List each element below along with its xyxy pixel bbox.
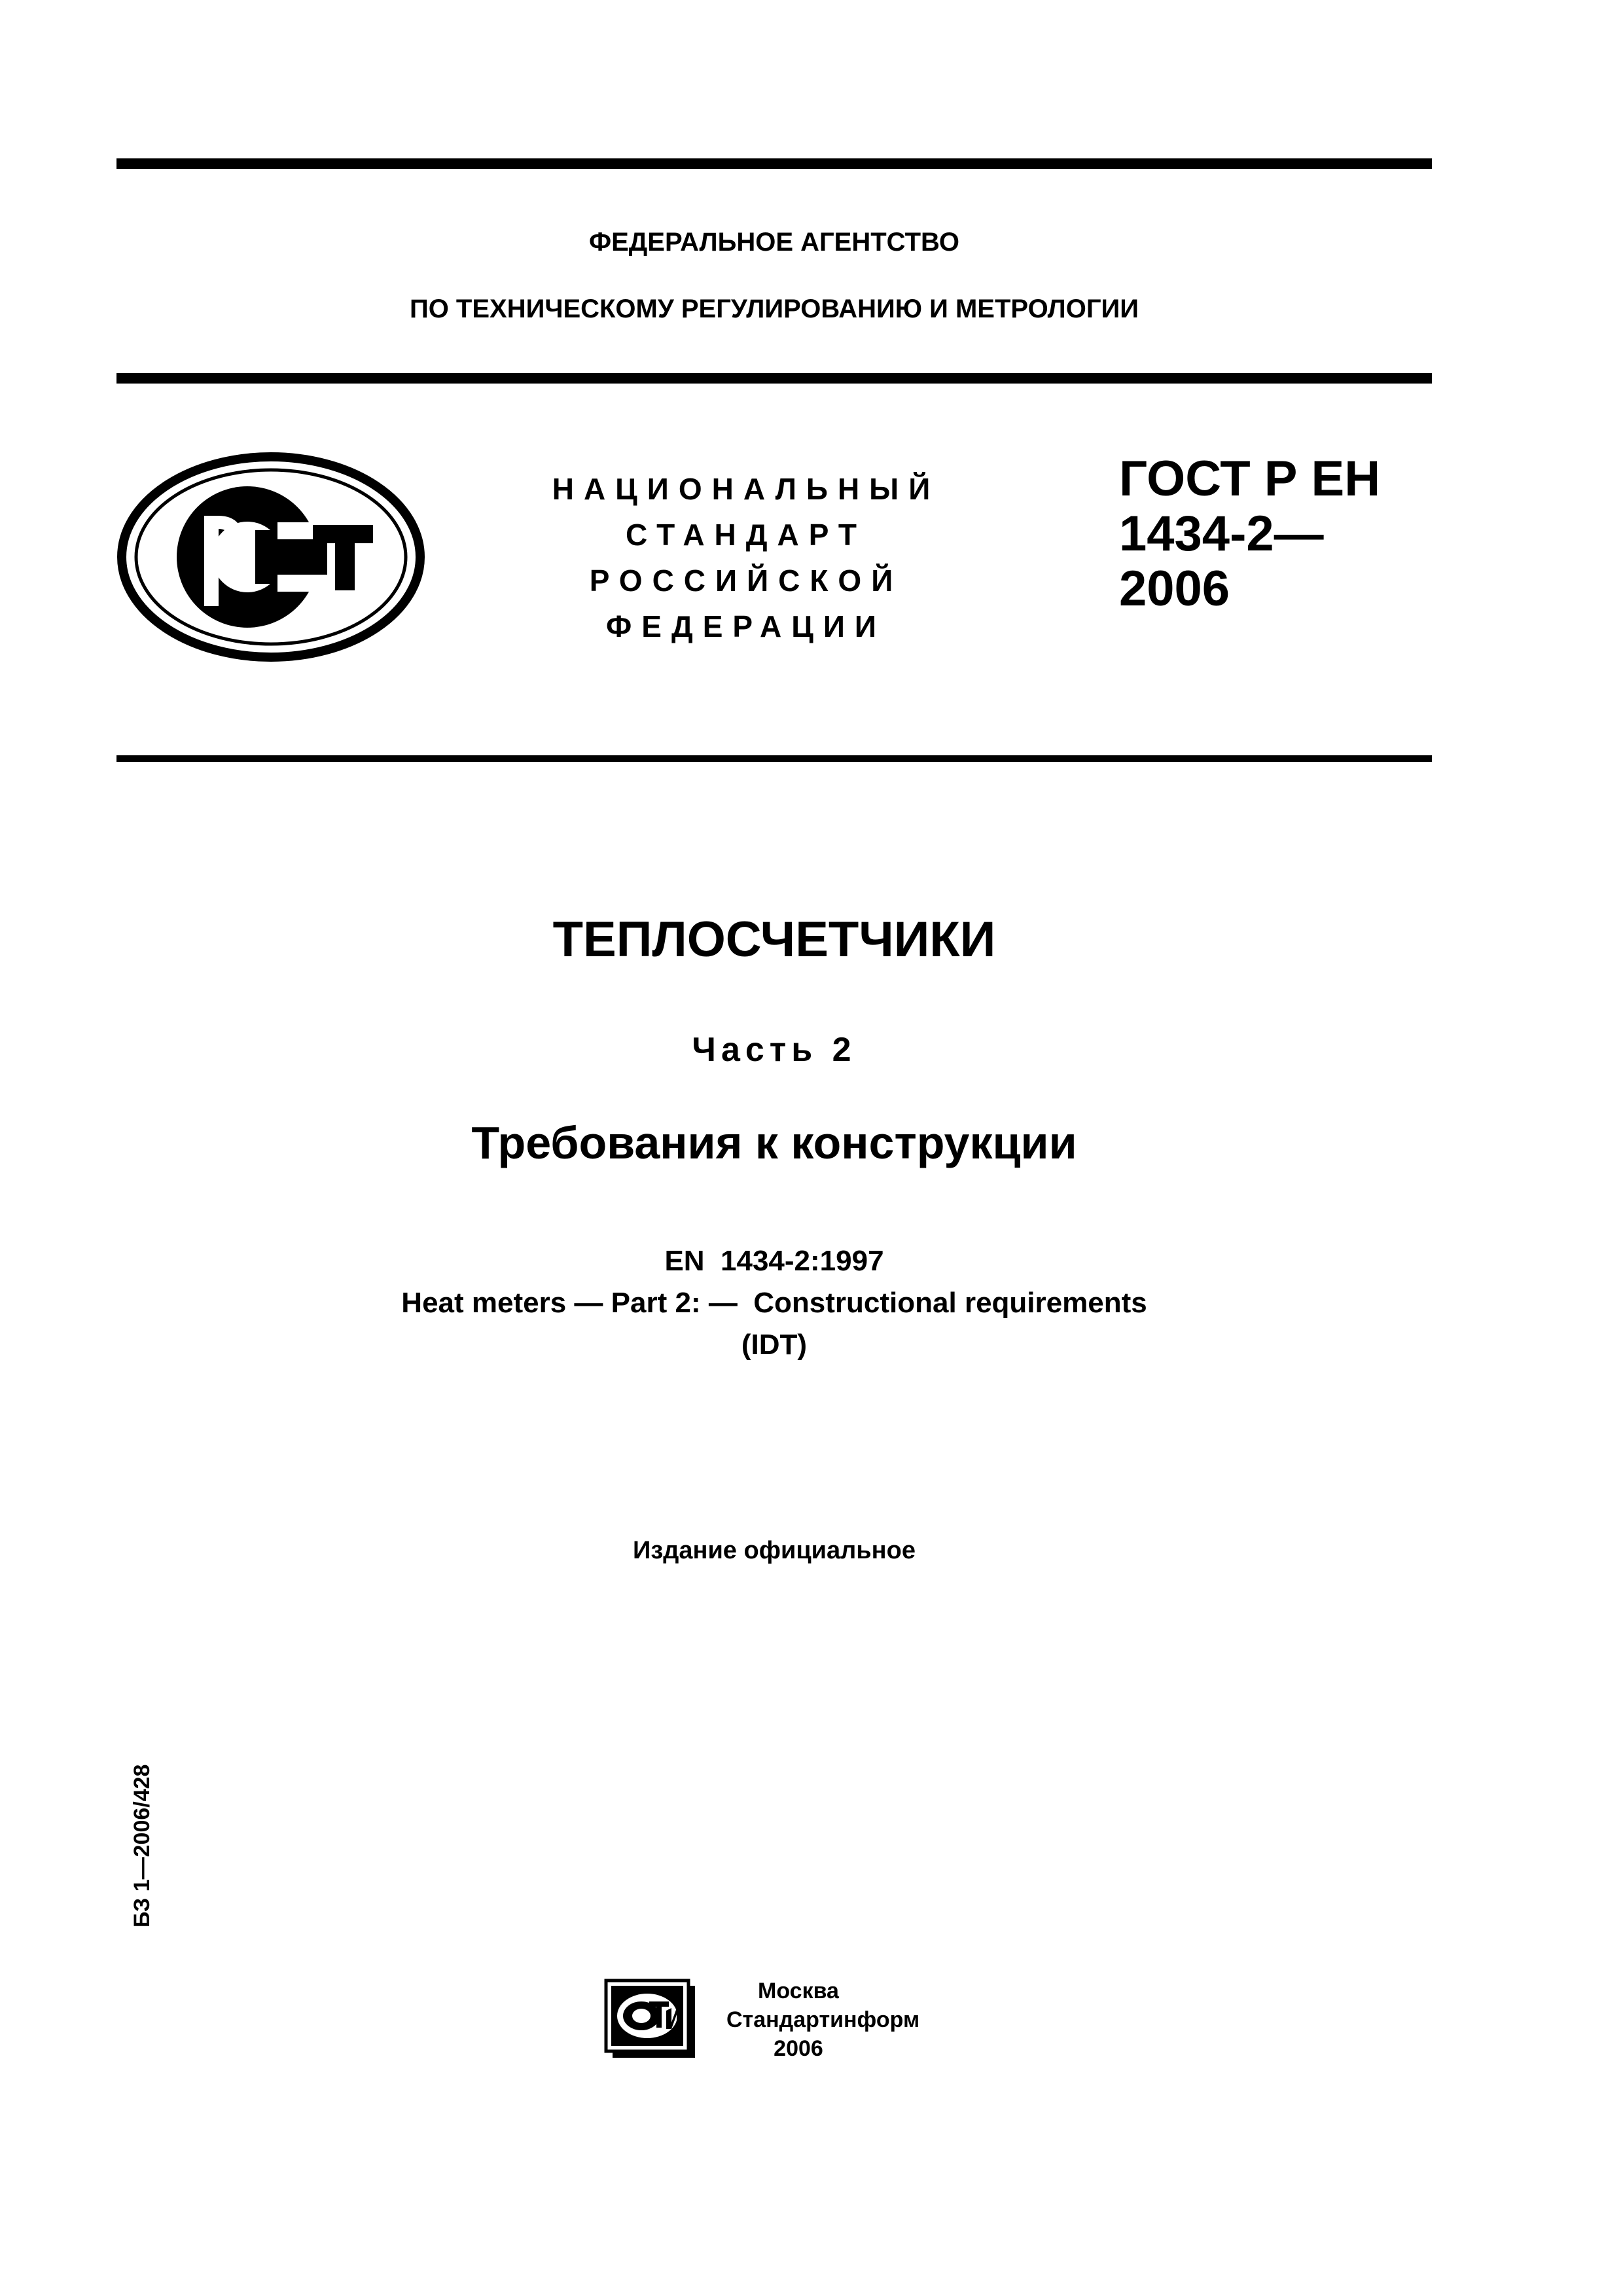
agency-line-2: ПО ТЕХНИЧЕСКОМУ РЕГУЛИРОВАНИЮ И МЕТРОЛОГИИ: [409, 295, 1139, 323]
en-title: Heat meters — Part 2: — Constructional requirements: [401, 1287, 1147, 1319]
document-title: ТЕПЛОСЧЕТЧИКИ: [552, 912, 996, 967]
edition-label: Издание официальное: [633, 1537, 916, 1564]
publisher-city: Москва: [758, 1979, 839, 2003]
publisher-block: [726, 1977, 920, 2063]
en-number: EN 1434-2:1997: [664, 1245, 884, 1277]
publisher-name: Стандартинформ: [726, 2007, 920, 2032]
header-rule: [116, 373, 1432, 384]
sti-logo-icon: [603, 1978, 702, 2059]
designation-line: 1434-2—: [1119, 506, 1324, 562]
top-rule: [116, 158, 1432, 169]
identity-mark: (IDT): [741, 1329, 808, 1361]
national-standard-line: ФЕДЕРАЦИИ: [606, 609, 886, 643]
en-reference: [116, 1240, 1432, 1366]
spine-code: БЗ 1—2006/428: [130, 1764, 154, 1928]
publisher-year: 2006: [774, 2036, 823, 2061]
national-standard-line: НАЦИОНАЛЬНЫЙ: [552, 472, 940, 506]
document-subtitle: Требования к конструкции: [471, 1117, 1077, 1168]
agency-line-1: ФЕДЕРАЛЬНОЕ АГЕНТСТВО: [588, 228, 960, 257]
national-standard-label: [497, 466, 995, 649]
document-part: Часть 2: [692, 1031, 857, 1069]
standard-designation: [1119, 452, 1380, 617]
national-standard-line: СТАНДАРТ: [626, 518, 866, 552]
divider-rule: [116, 755, 1432, 762]
national-standard-line: РОССИЙСКОЙ: [589, 564, 903, 598]
designation-line: ГОСТ Р ЕН: [1119, 451, 1381, 507]
rst-emblem-icon: [116, 452, 425, 662]
designation-line: 2006: [1119, 561, 1230, 617]
